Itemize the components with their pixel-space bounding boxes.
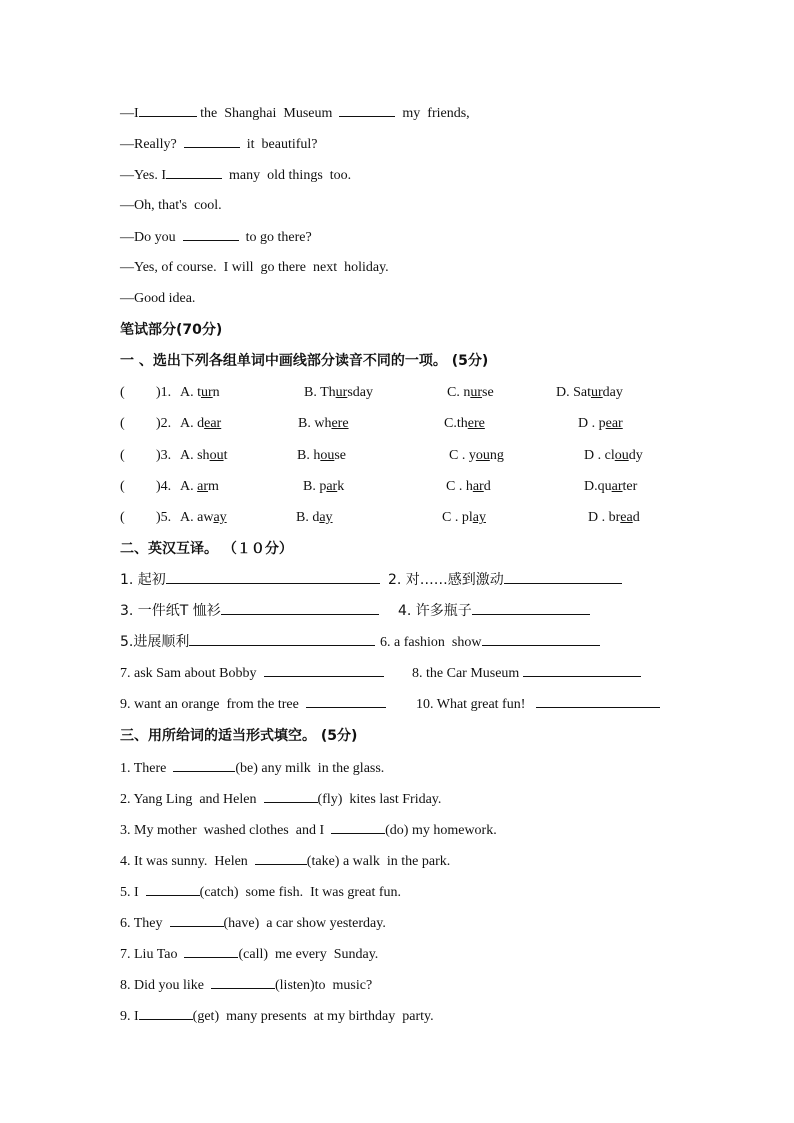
translation-item-9: 9. want an orange from the tree (120, 695, 386, 714)
option-d: D . cloudy (584, 448, 643, 463)
answer-blank[interactable] (173, 759, 235, 772)
answer-blank[interactable] (523, 664, 641, 677)
answer-blank[interactable] (189, 633, 375, 646)
dialogue-line-5: —Do you to go there? (120, 230, 312, 245)
answer-blank[interactable] (139, 1007, 193, 1020)
translation-item-3: 3. 一件纸T 恤衫 (120, 602, 379, 621)
option-a: A. turn (180, 385, 220, 400)
answer-blank[interactable] (264, 790, 318, 803)
answer-blank[interactable] (166, 571, 380, 584)
answer-blank[interactable] (146, 883, 200, 896)
translation-item-5: 5.进展顺利 (120, 633, 375, 652)
option-b: B. where (298, 416, 349, 431)
dialogue-line-3: —Yes. I many old things too. (120, 168, 352, 183)
option-c: C . play (442, 510, 486, 525)
answer-paren[interactable]: ( (120, 416, 125, 431)
dialogue-line-4: —Oh, that's cool. (120, 198, 222, 213)
answer-blank[interactable] (184, 135, 240, 148)
translation-item-2: 2. 对……感到激动 (388, 571, 622, 590)
dialogue-line-1: —I the Shanghai Museum my friends, (120, 106, 470, 121)
answer-blank[interactable] (536, 695, 660, 708)
translation-item-4: 4. 许多瓶子 (398, 602, 590, 621)
option-a: A. arm (180, 479, 219, 494)
option-c: C . young (449, 448, 504, 463)
fill-item-1: 1. There (be) any milk in the glass. (120, 761, 385, 776)
written-part-title: 笔试部分(70分) (120, 322, 223, 338)
option-d: D . bread (588, 510, 640, 525)
answer-blank[interactable] (504, 571, 622, 584)
translation-item-7: 7. ask Sam about Bobby (120, 664, 384, 683)
answer-blank[interactable] (166, 166, 222, 179)
section1-title: 一 、选出下列各组单词中画线部分读音不同的一项。 (5分) (120, 353, 489, 369)
question-number: )4. (156, 479, 172, 494)
option-b: B. house (297, 448, 347, 463)
answer-paren[interactable]: ( (120, 479, 125, 494)
answer-blank[interactable] (306, 695, 386, 708)
question-number: )3. (156, 448, 172, 463)
fill-item-3: 3. My mother washed clothes and I (do) my homework. (120, 823, 497, 838)
answer-blank[interactable] (184, 945, 238, 958)
answer-blank[interactable] (472, 602, 590, 615)
option-b: B. day (296, 510, 333, 525)
option-d: D . pear (578, 416, 623, 431)
answer-paren[interactable]: ( (120, 510, 125, 525)
fill-item-7: 7. Liu Tao (call) me every Sunday. (120, 947, 379, 962)
fill-item-8: 8. Did you like (listen)to music? (120, 978, 373, 993)
answer-blank[interactable] (264, 664, 384, 677)
option-d: D. Saturday (556, 385, 623, 400)
answer-blank[interactable] (221, 602, 379, 615)
option-c: C . hard (446, 479, 491, 494)
fill-item-9: 9. I (get) many presents at my birthday party. (120, 1009, 434, 1024)
option-d: D.quarter (584, 479, 638, 494)
answer-blank[interactable] (255, 852, 307, 865)
answer-paren[interactable]: ( (120, 448, 125, 463)
option-b: B. Thursday (304, 385, 373, 400)
dialogue-line-2: —Really? it beautiful? (120, 137, 318, 152)
dialogue-line-7: —Good idea. (120, 291, 196, 306)
translation-item-1: 1. 起初 (120, 571, 380, 590)
option-a: A. away (180, 510, 227, 525)
translation-item-6: 6. a fashion show (380, 633, 600, 652)
fill-item-4: 4. It was sunny. Helen (take) a walk in the park. (120, 854, 451, 869)
fill-item-2: 2. Yang Ling and Helen (fly) kites last Friday. (120, 792, 442, 807)
question-number: )1. (156, 385, 172, 400)
translation-item-10: 10. What great fun! (416, 695, 660, 714)
answer-blank[interactable] (482, 633, 600, 646)
answer-blank[interactable] (211, 976, 275, 989)
answer-blank[interactable] (339, 104, 395, 117)
fill-item-5: 5. I (catch) some fish. It was great fun. (120, 885, 402, 900)
question-number: )5. (156, 510, 172, 525)
dialogue-line-6: —Yes, of course. I will go there next holiday. (120, 260, 389, 275)
fill-item-6: 6. They (have) a car show yesterday. (120, 916, 386, 931)
option-c: C.there (444, 416, 485, 431)
answer-blank[interactable] (139, 104, 197, 117)
option-a: A. shout (180, 448, 228, 463)
answer-paren[interactable]: ( (120, 385, 125, 400)
option-c: C. nurse (447, 385, 494, 400)
answer-blank[interactable] (331, 821, 385, 834)
section2-title: 二、英汉互译。 （１０分） (120, 541, 293, 557)
answer-blank[interactable] (170, 914, 224, 927)
option-a: A. dear (180, 416, 222, 431)
answer-blank[interactable] (183, 228, 239, 241)
section3-title: 三、用所给词的适当形式填空。 (5分) (120, 728, 358, 744)
question-number: )2. (156, 416, 172, 431)
translation-item-8: 8. the Car Museum (412, 664, 641, 683)
option-b: B. park (303, 479, 345, 494)
